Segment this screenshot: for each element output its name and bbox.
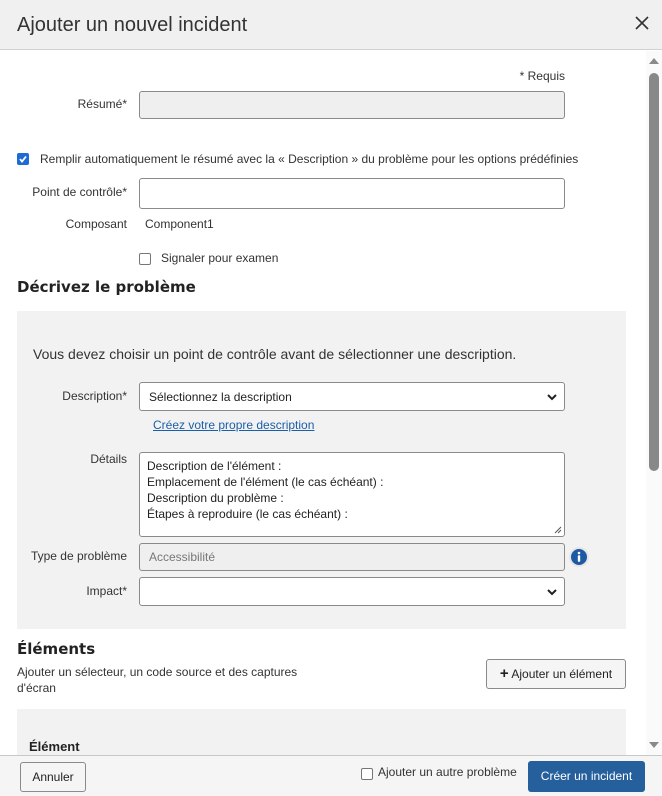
scroll-up-arrow-icon[interactable] [649, 58, 659, 64]
add-another-checkbox[interactable] [361, 768, 373, 780]
details-line: Description de l'élément : [147, 459, 282, 473]
elements-subtitle-1: Ajouter un sélecteur, un code source et des captures [17, 665, 298, 679]
details-line: Description du problème : [147, 491, 284, 505]
add-element-button[interactable] [486, 659, 626, 689]
issue-type-label: Type de problème [30, 549, 127, 563]
dialog-footer [0, 755, 662, 796]
elements-section-title: Éléments [17, 640, 96, 658]
describe-panel [17, 311, 626, 629]
scrollbar-thumb[interactable] [649, 73, 659, 471]
dialog-body [0, 51, 646, 755]
dialog-header [0, 0, 662, 50]
element-heading: Élément [29, 739, 80, 754]
summary-label: Résumé* [77, 97, 127, 111]
elements-subtitle-2: d'écran [17, 681, 56, 695]
autofill-label: Remplir automatiquement le résumé avec la « Description » du problème pour les options prédéfinies [40, 152, 579, 166]
check-icon [18, 154, 28, 164]
describe-section-title: Décrivez le problème [17, 278, 196, 296]
flag-review-label: Signaler pour examen [161, 251, 279, 265]
autofill-checkbox[interactable] [17, 153, 29, 165]
add-element-label: Ajouter un élément [511, 667, 613, 681]
details-label: Détails [90, 452, 127, 466]
cancel-button[interactable]: Annuler [20, 762, 86, 792]
details-textarea[interactable] [139, 452, 565, 537]
issue-type-value: Accessibilité [149, 550, 216, 564]
description-select[interactable] [139, 382, 565, 411]
scrollbar[interactable] [646, 51, 662, 755]
info-button[interactable] [569, 547, 589, 567]
create-incident-button[interactable]: Créer un incident [528, 761, 645, 792]
close-button[interactable] [630, 11, 654, 35]
issue-type-input [139, 543, 565, 571]
add-another-label: Ajouter un autre problème [378, 765, 517, 779]
dialog-title: Ajouter un nouvel incident [17, 14, 248, 36]
impact-select[interactable] [139, 577, 565, 606]
flag-review-checkbox[interactable] [139, 253, 151, 265]
scroll-down-arrow-icon[interactable] [649, 742, 659, 748]
plus-icon: + [499, 665, 509, 682]
element-panel [17, 709, 626, 755]
details-line: Étapes à reproduire (le cas échéant) : [147, 507, 348, 521]
details-line: Emplacement de l'élément (le cas échéant) : [147, 475, 384, 489]
chevron-down-icon [546, 392, 558, 402]
component-value: Component1 [145, 217, 214, 231]
description-label: Description* [62, 389, 127, 403]
create-own-description-link[interactable]: Créez votre propre description [153, 418, 315, 432]
component-label: Composant [65, 217, 127, 231]
checkpoint-input[interactable] [139, 178, 565, 209]
checkpoint-label: Point de contrôle* [32, 185, 127, 199]
resize-handle-icon[interactable] [553, 525, 562, 534]
summary-input[interactable] [139, 91, 565, 119]
close-icon [630, 11, 654, 35]
chevron-down-icon [546, 587, 558, 597]
info-icon [569, 547, 589, 567]
impact-label: Impact* [86, 584, 127, 598]
description-selected: Sélectionnez la description [149, 390, 292, 404]
checkpoint-notice: Vous devez choisir un point de contrôle avant de sélectionner une description. [33, 346, 517, 362]
required-note: * Requis [519, 69, 565, 83]
